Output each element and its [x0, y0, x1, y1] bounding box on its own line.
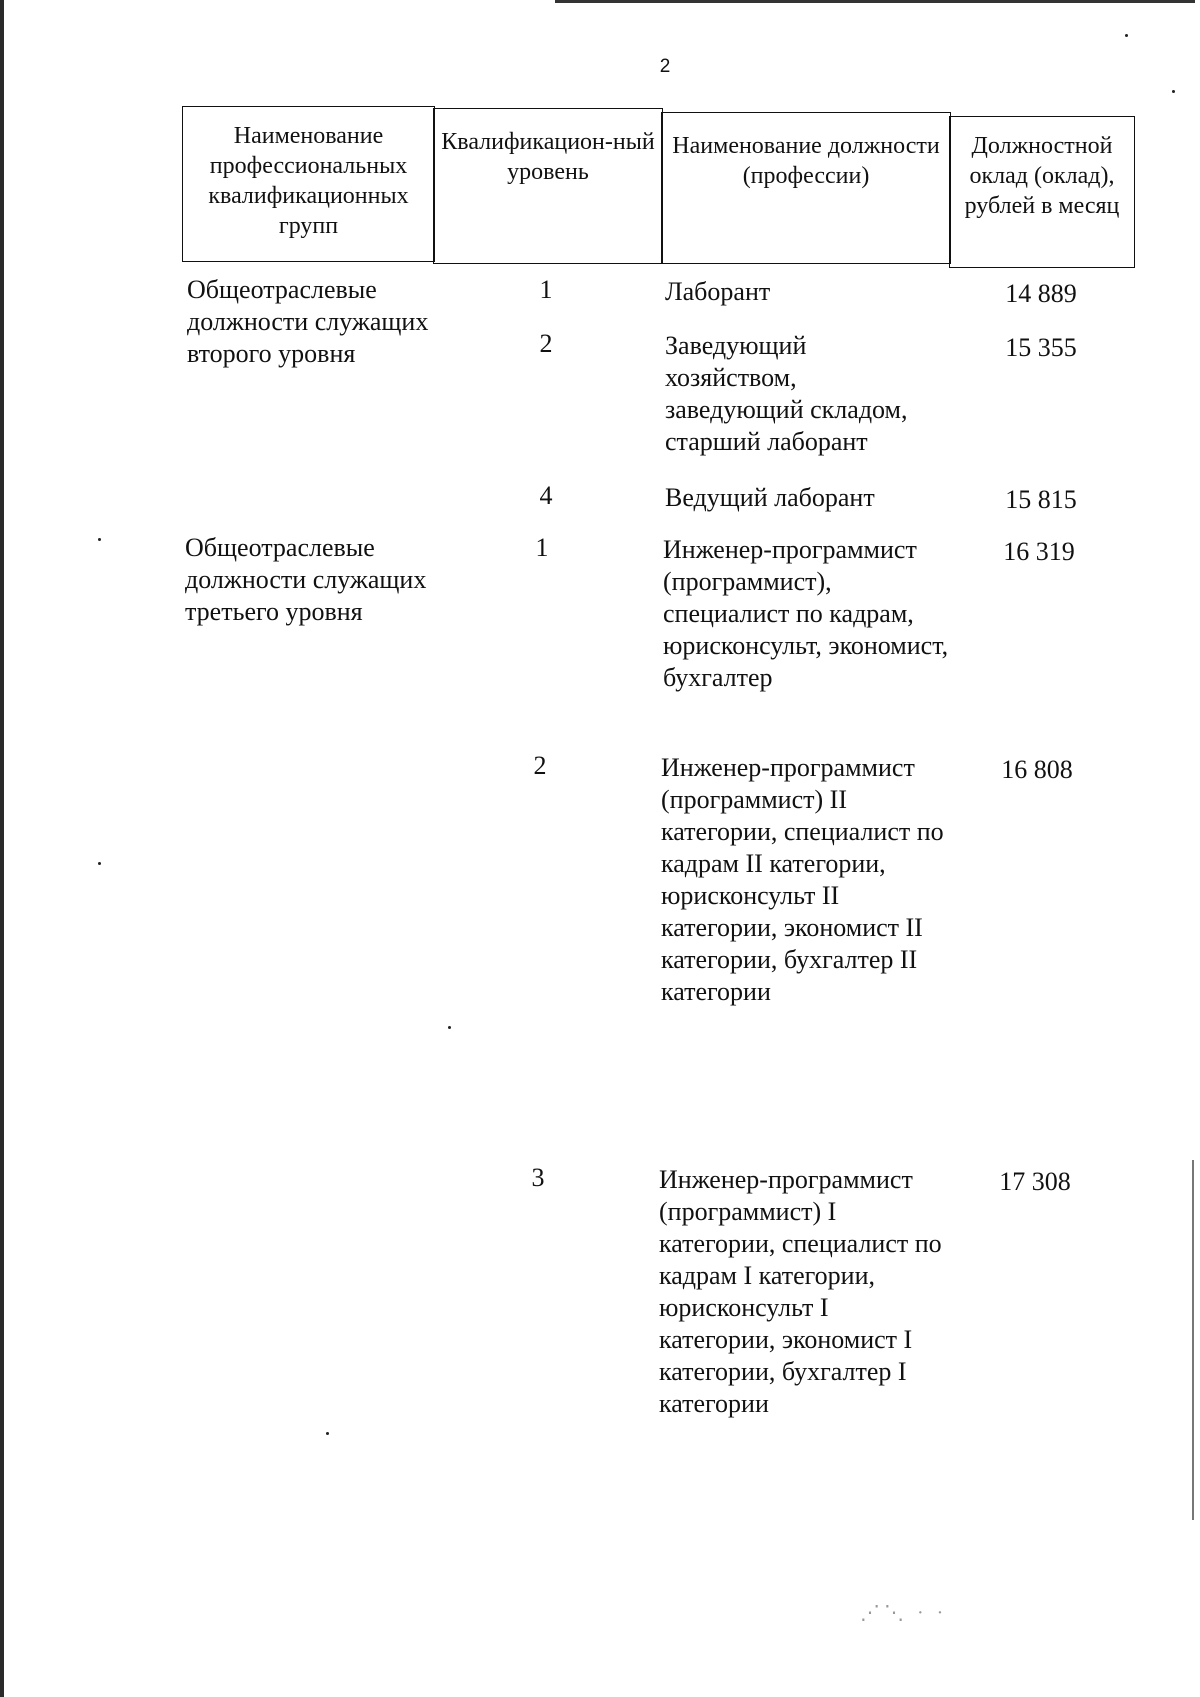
row-level: 2	[539, 329, 553, 358]
group-name: Общеотраслевые должности служащих третьего уровня	[185, 533, 427, 626]
scan-edge	[0, 0, 4, 1697]
header-qualification-level: Квалификацион-ный уровень	[433, 108, 663, 264]
row-salary: 15 815	[1005, 485, 1077, 514]
row-level: 4	[539, 481, 553, 510]
row-position: Ведущий лаборант	[665, 483, 875, 512]
scan-artifact: ⋰⋱ · ·	[860, 1602, 948, 1624]
row-level: 2	[533, 751, 547, 780]
scan-speck	[1172, 90, 1175, 93]
row-position: Инженер-программист (программист) II категории, специалист по кадрам II категории, юрисконсульт II категории, экономист II категории, бухгалтер II категории	[661, 753, 944, 1006]
row-position: Лаборант	[665, 277, 771, 306]
page-number: 2	[659, 56, 671, 77]
scan-speck	[448, 1026, 451, 1029]
header-salary: Должностной оклад (оклад), рублей в месяц	[949, 116, 1135, 268]
row-position: Заведующий хозяйством, заведующий складом, старший лаборант	[665, 331, 908, 456]
row-salary: 15 355	[1005, 333, 1077, 362]
row-level: 1	[535, 533, 549, 562]
scan-edge	[1192, 1160, 1194, 1520]
row-salary: 16 319	[1003, 537, 1075, 566]
scan-speck	[326, 1432, 329, 1435]
row-level: 1	[539, 275, 553, 304]
group-name: Общеотраслевые должности служащих второго уровня	[187, 275, 429, 368]
row-salary: 16 808	[1001, 755, 1073, 784]
row-salary: 14 889	[1005, 279, 1077, 308]
header-qualification-group: Наименование профессиональных квалификационных групп	[182, 106, 435, 262]
row-position: Инженер-программист (программист), специалист по кадрам, юрисконсульт, экономист, бухгалтер	[663, 535, 949, 692]
scan-speck	[1125, 34, 1128, 37]
scan-speck	[98, 538, 101, 541]
row-level: 3	[531, 1163, 545, 1192]
scan-edge	[555, 0, 1195, 3]
row-position: Инженер-программист (программист) I категории, специалист по кадрам I категории, юрисконсульт I категории, экономист I категории, бухгалтер I категории	[659, 1165, 942, 1418]
header-position-name: Наименование должности (профессии)	[661, 112, 951, 264]
row-salary: 17 308	[999, 1167, 1071, 1196]
scan-speck	[98, 862, 101, 865]
